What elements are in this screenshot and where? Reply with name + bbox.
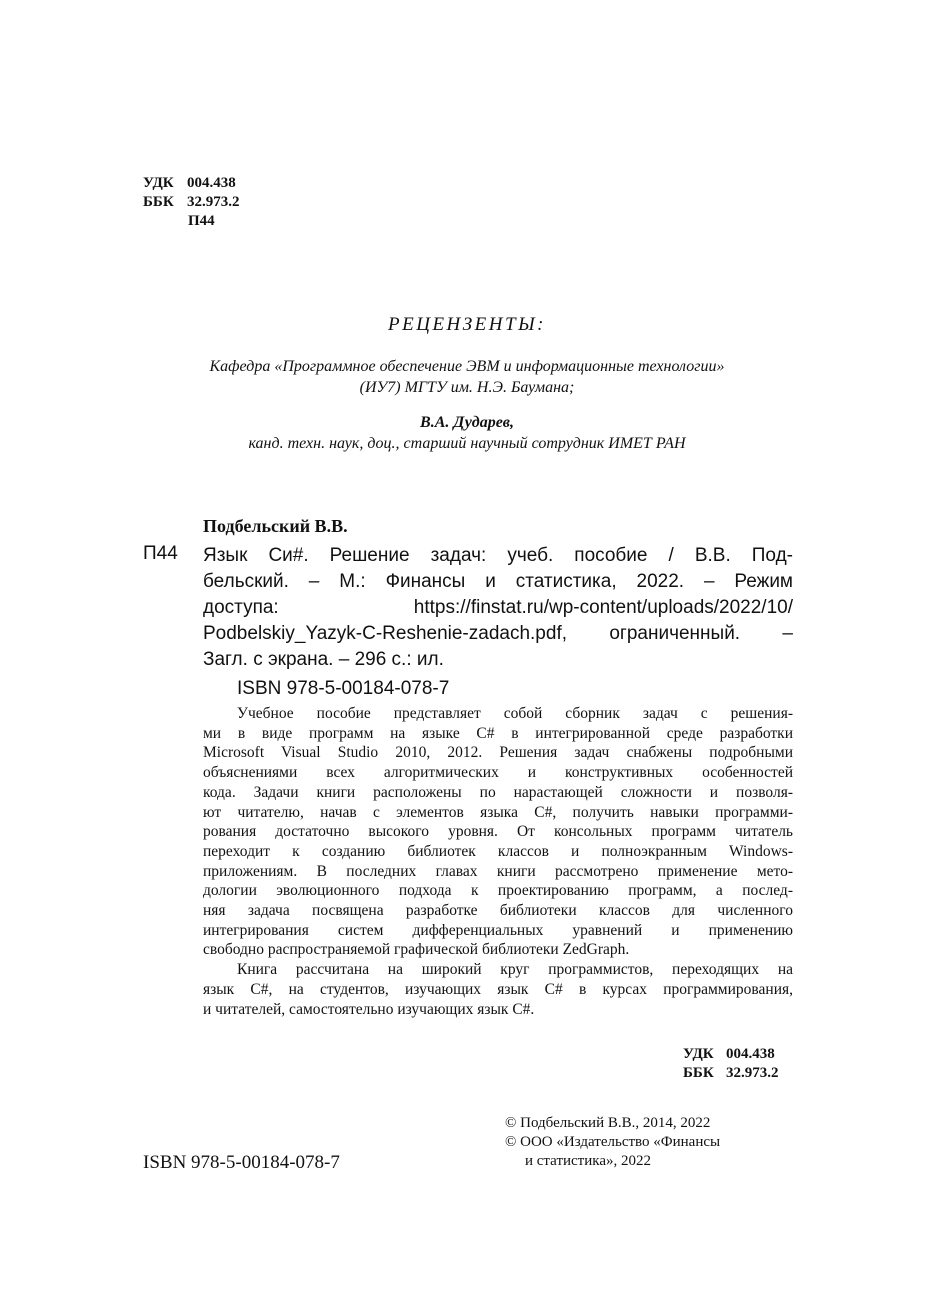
bib-line: Загл. с экрана. – 296 с.: ил. xyxy=(203,649,444,670)
bbk-value: 32.973.2 xyxy=(187,194,240,210)
reviewer-1-line-2: (ИУ7) МГТУ им. Н.Э. Баумана; xyxy=(359,379,575,396)
annotation-line: Учебное пособие представляет собой сборник задач с решения- xyxy=(237,705,793,722)
copyright-block xyxy=(505,1114,720,1171)
bib-author: Подбельский В.В. xyxy=(203,516,348,536)
annotation-line: ми в виде программ на языке C# в интегрированной среде разработки xyxy=(203,724,793,742)
udk-label-bottom: УДК xyxy=(683,1046,714,1062)
author-mark: П44 xyxy=(188,213,215,229)
annotation-line: переходит к созданию библиотек классов и полноэкранным Windows- xyxy=(203,842,793,860)
reviewer-1-line-1: Кафедра «Программное обеспечение ЭВМ и информационные технологии» xyxy=(209,358,725,375)
udk-label: УДК xyxy=(143,175,174,191)
annotation-line: язык C#, на студентов, изучающих язык C# в курсах программирования, xyxy=(203,980,793,998)
bbk-label: ББК xyxy=(143,194,174,210)
reviewers-title: РЕЦЕНЗЕНТЫ: xyxy=(388,314,546,335)
reviewer-1 xyxy=(100,356,834,398)
bib-isbn: ISBN 978-5-00184-078-7 xyxy=(237,678,450,699)
bbk-value-bottom: 32.973.2 xyxy=(726,1065,779,1081)
annotation-line: дологии эволюционного подхода к проектированию программ, а послед- xyxy=(203,882,793,900)
annotation-line: Книга рассчитана на широкий круг программистов, переходящих на xyxy=(237,961,793,979)
classification-bottom xyxy=(683,1045,779,1083)
annotation-line: интегрирования систем дифференциальных уравнений и применению xyxy=(203,921,793,939)
reviewer-2-info: канд. техн. наук, доц., старший научный сотрудник ИМЕТ РАН xyxy=(248,435,686,452)
udk-row xyxy=(143,174,240,193)
bbk-label-bottom: ББК xyxy=(683,1065,714,1081)
annotation-line: ют читателю, начав с элементов языка C#, получить навыки программи- xyxy=(203,803,793,821)
annotation-line: рования достаточно высокого уровня. От консольных программ читатель xyxy=(203,823,793,841)
annotation-line: объяснениями всех алгоритмических и конструктивных особенностей xyxy=(203,764,793,782)
annotation-line: Microsoft Visual Studio 2010, 2012. Решения задач снабжены подробными xyxy=(203,744,793,762)
copyright-author: © Подбельский В.В., 2014, 2022 xyxy=(505,1115,711,1131)
bib-line: доступа: https://finstat.ru/wp-content/uploads/2022/10/ xyxy=(203,597,793,618)
bib-line: бельский. – М.: Финансы и статистика, 2022. – Режим xyxy=(203,571,793,592)
copyright-publisher-cont: и статистика», 2022 xyxy=(525,1153,651,1169)
classification-top xyxy=(143,174,240,231)
bib-description xyxy=(203,543,793,673)
udk-value: 004.438 xyxy=(187,175,236,191)
bib-line: Язык Си#. Решение задач: учеб. пособие / В.В. Под- xyxy=(203,545,793,566)
bib-line: Podbelskiy_Yazyk-C-Reshenie-zadach.pdf, ограниченный. – xyxy=(203,623,793,644)
udk-value-bottom: 004.438 xyxy=(726,1046,775,1062)
annotation-line: и читателей, самостоятельно изучающих язык C#. xyxy=(203,1000,535,1018)
copyright-publisher: © ООО «Издательство «Финансы xyxy=(505,1134,721,1150)
bbk-row-bottom xyxy=(683,1064,779,1083)
isbn-bottom: ISBN 978-5-00184-078-7 xyxy=(143,1152,340,1173)
annotation xyxy=(203,704,793,1019)
bib-author-mark: П44 xyxy=(143,543,178,564)
reviewer-2-name: В.А. Дударев, xyxy=(420,414,514,431)
annotation-line: няя задача посвящена разработке библиотеки классов для численного xyxy=(203,902,793,920)
annotation-line: приложениям. В последних главах книги рассмотрено применение мето- xyxy=(203,862,793,880)
udk-row-bottom xyxy=(683,1045,779,1064)
annotation-line: свободно распространяемой графической библиотеки ZedGraph. xyxy=(203,941,630,959)
annotation-line: кода. Задачи книги расположены по нарастающей сложности и позволя- xyxy=(203,783,793,801)
bbk-row xyxy=(143,193,240,212)
